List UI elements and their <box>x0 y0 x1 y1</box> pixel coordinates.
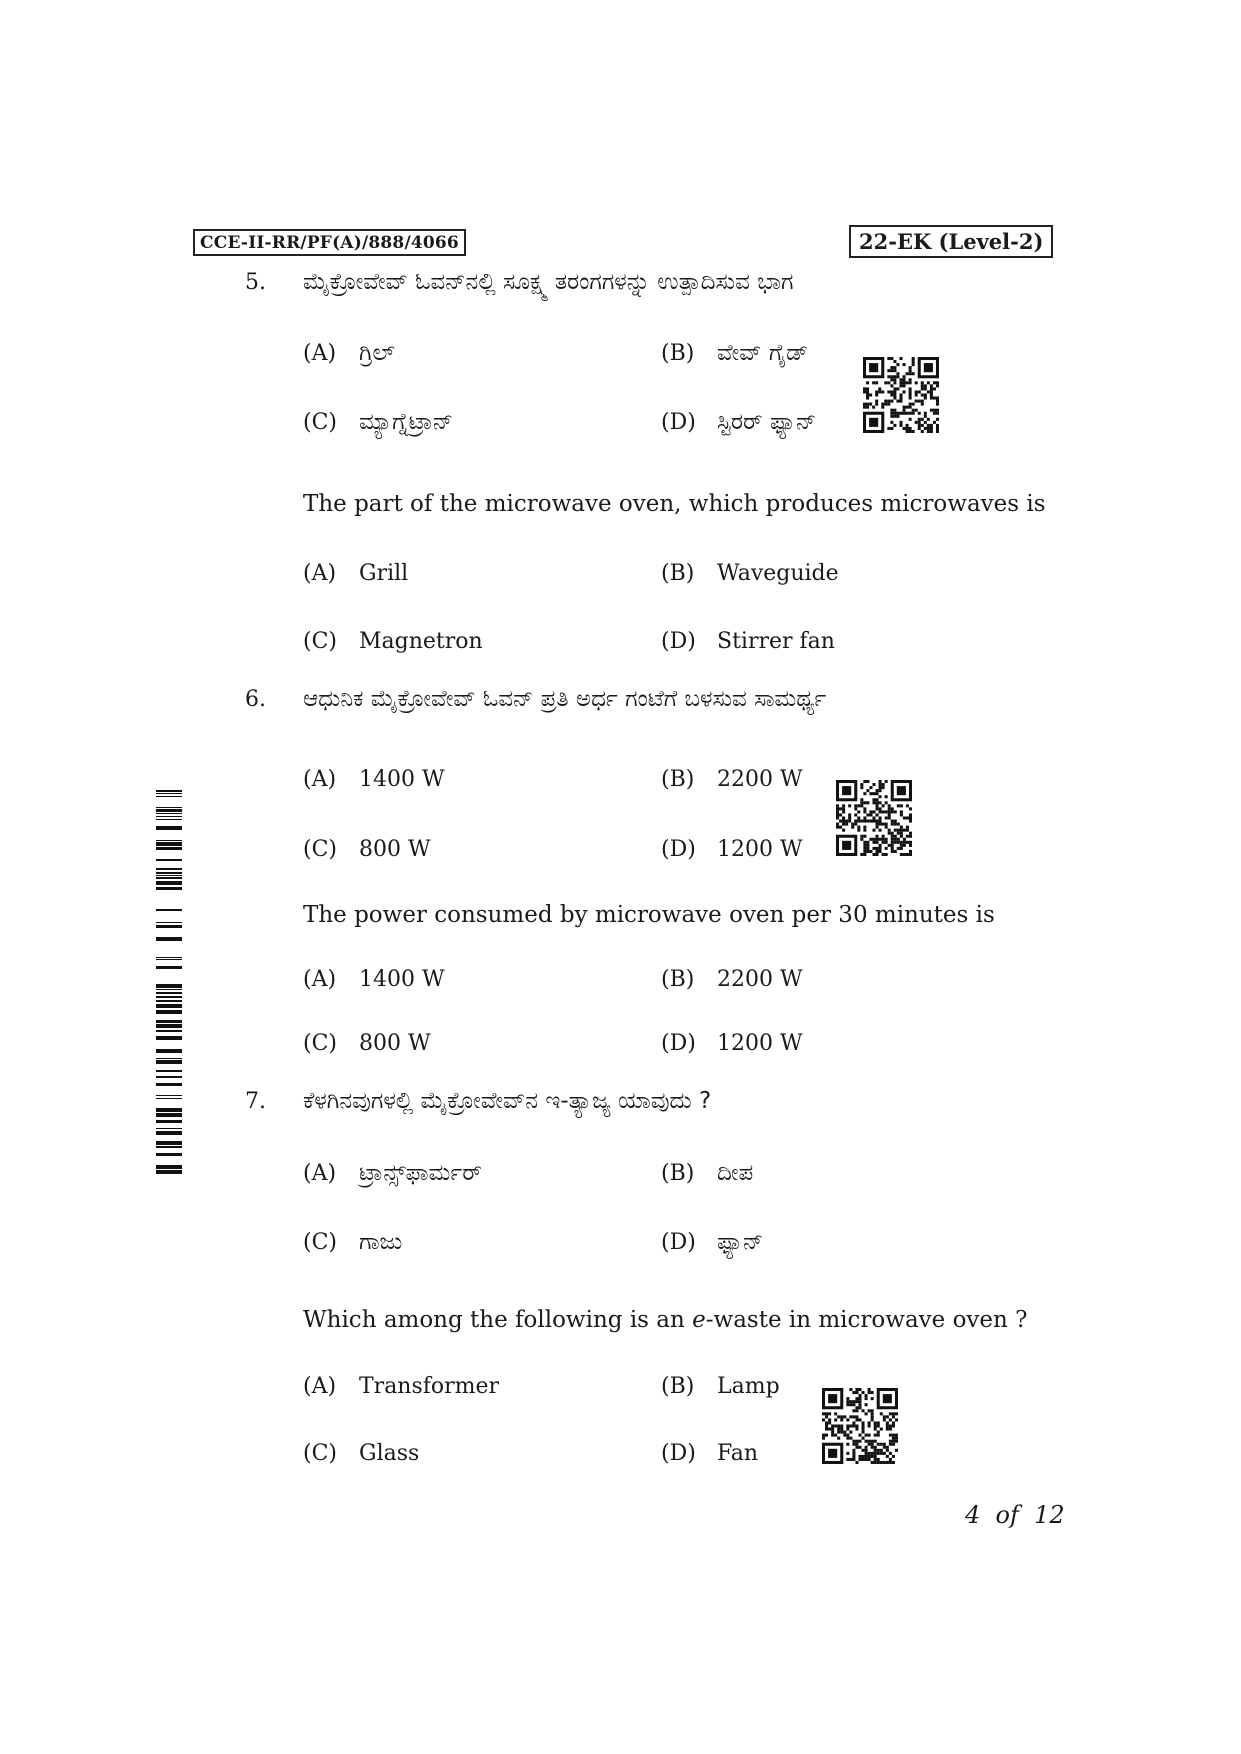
option-text: Transformer <box>359 1374 500 1399</box>
option-b-kannada <box>661 1157 753 1189</box>
option-a-kannada <box>303 1157 482 1189</box>
page-total: 12 <box>1034 1501 1065 1529</box>
option-label: (A) <box>303 1374 337 1399</box>
option-b-kannada <box>661 337 808 369</box>
subject-code: 22-EK (Level-2) <box>849 225 1053 258</box>
option-text: ಗಾಜು <box>359 1229 403 1255</box>
question-text-english: The part of the microwave oven, which produces microwaves is <box>303 491 1046 517</box>
option-label: (C) <box>303 629 337 654</box>
option-label: (C) <box>303 410 337 435</box>
option-label: (A) <box>303 1161 337 1186</box>
question-text-kannada: ಕೆಳಗಿನವುಗಳಲ್ಲಿ ಮೈಕ್ರೋವೇವ್‌ನ ಇ-ತ್ಯಾಜ್ಯ ಯಾವುದು ? <box>303 1088 712 1114</box>
option-b-english <box>661 559 839 589</box>
option-d-kannada <box>661 406 816 438</box>
option-text: 2200 W <box>717 767 803 792</box>
option-text: ಸ್ಟಿರರ್ ಫ್ಯಾನ್ <box>717 409 817 435</box>
option-text: ಗ್ರಿಲ್ <box>359 340 395 366</box>
question-text-kannada: ಮೈಕ್ರೋವೇವ್ ಓವನ್‌ನಲ್ಲಿ ಸೂಕ್ಷ್ಮ ತರಂಗಗಳನ್ನು ಉತ್ಪಾದಿಸುವ ಭಾಗ <box>303 269 794 295</box>
option-text: ದೀಪ <box>717 1160 754 1186</box>
qr-code-icon <box>836 780 912 856</box>
option-text: 2200 W <box>717 967 803 992</box>
option-label: (C) <box>303 837 337 862</box>
page-of: of <box>995 1501 1019 1529</box>
option-label: (B) <box>661 561 695 586</box>
option-text: ಮ್ಯಾಗ್ನೆಟ್ರಾನ್ <box>359 409 454 435</box>
option-a-english <box>303 965 445 995</box>
option-c-english <box>303 1439 419 1469</box>
option-text: ಫ್ಯಾನ್ <box>717 1229 764 1255</box>
option-label: (D) <box>661 410 696 435</box>
option-b-english <box>661 965 803 995</box>
option-b-english <box>661 1372 780 1402</box>
option-c-english <box>303 627 483 657</box>
option-label: (B) <box>661 1374 695 1399</box>
option-label: (C) <box>303 1230 337 1255</box>
option-label: (B) <box>661 967 695 992</box>
option-text: Waveguide <box>717 561 839 586</box>
option-a-english <box>303 1372 499 1402</box>
option-text: Fan <box>717 1441 759 1466</box>
option-c-kannada <box>303 406 453 438</box>
option-label: (B) <box>661 341 695 366</box>
page-current: 4 <box>965 1501 981 1529</box>
qr-code-icon <box>863 357 939 433</box>
option-text: Stirrer fan <box>717 629 835 654</box>
option-c-english <box>303 1029 431 1059</box>
option-label: (D) <box>661 1230 696 1255</box>
option-label: (D) <box>661 1031 696 1056</box>
option-label: (B) <box>661 1161 695 1186</box>
question-text-english: The power consumed by microwave oven per 30 minutes is <box>303 902 995 928</box>
option-a-kannada <box>303 765 445 795</box>
option-d-kannada <box>661 1226 763 1258</box>
barcode-image <box>156 790 182 1182</box>
question-number: 5. <box>245 270 266 295</box>
question-text-part: Which among the following is an <box>303 1307 693 1333</box>
option-d-english <box>661 1029 803 1059</box>
option-label: (C) <box>303 1441 337 1466</box>
option-text: ವೇವ್ ಗೈಡ್ <box>717 340 809 366</box>
option-label: (D) <box>661 837 696 862</box>
question-text-part: -waste in microwave oven ? <box>705 1307 1028 1333</box>
option-text: Glass <box>359 1441 420 1466</box>
option-text: 800 W <box>359 1031 431 1056</box>
option-text: 1400 W <box>359 767 445 792</box>
option-text: Magnetron <box>359 629 483 654</box>
question-text-italic: e <box>692 1307 706 1333</box>
option-a-english <box>303 559 408 589</box>
option-text: Lamp <box>717 1374 780 1399</box>
option-label: (A) <box>303 767 337 792</box>
option-text: 1200 W <box>717 1031 803 1056</box>
option-text: ಟ್ರಾನ್ಸ್‌ಫಾರ್ಮರ್ <box>359 1160 482 1186</box>
question-text-kannada: ಆಧುನಿಕ ಮೈಕ್ರೋವೇವ್ ಓವನ್ ಪ್ರತಿ ಅರ್ಧ ಗಂಟೆಗೆ ಬಳಸುವ ಸಾಮರ್ಥ್ಯ <box>303 686 827 712</box>
option-d-kannada <box>661 835 803 865</box>
option-label: (B) <box>661 767 695 792</box>
option-label: (A) <box>303 967 337 992</box>
option-c-kannada <box>303 1226 402 1258</box>
option-text: 800 W <box>359 837 431 862</box>
option-label: (C) <box>303 1031 337 1056</box>
page-number <box>965 1500 1065 1530</box>
option-text: 1200 W <box>717 837 803 862</box>
option-d-english <box>661 627 835 657</box>
option-label: (A) <box>303 341 337 366</box>
option-a-kannada <box>303 337 395 369</box>
option-text: Grill <box>359 561 409 586</box>
qr-code-icon <box>822 1388 898 1464</box>
option-c-kannada <box>303 835 431 865</box>
option-label: (D) <box>661 629 696 654</box>
question-text-english <box>303 1305 1027 1335</box>
option-d-english <box>661 1439 758 1469</box>
paper-code: CCE-II-RR/PF(A)/888/4066 <box>193 229 466 256</box>
option-b-kannada <box>661 765 803 795</box>
option-label: (D) <box>661 1441 696 1466</box>
option-text: 1400 W <box>359 967 445 992</box>
question-number: 6. <box>245 687 266 712</box>
option-label: (A) <box>303 561 337 586</box>
question-number: 7. <box>245 1089 266 1114</box>
